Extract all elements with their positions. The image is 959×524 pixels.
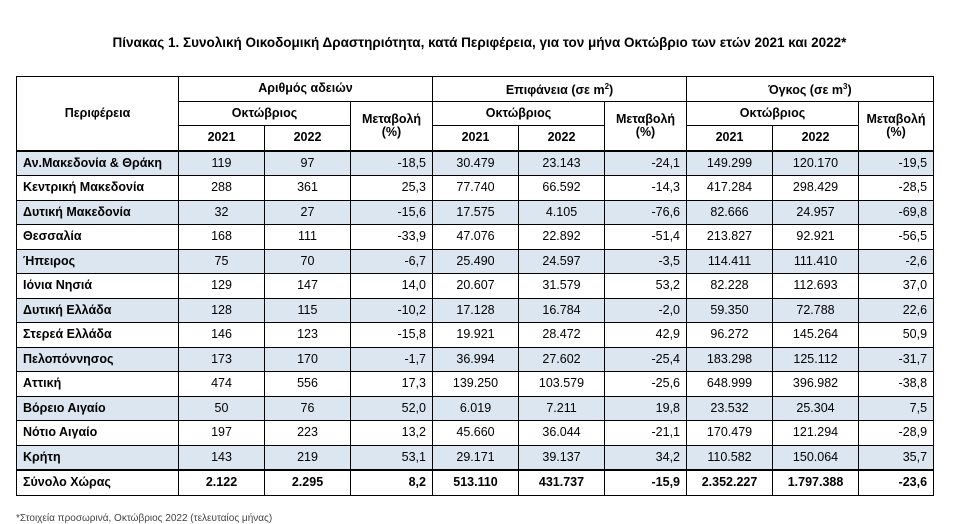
footnote: *Στοιχεία προσωρινά, Οκτώβριος 2022 (τελευταίος μήνας) xyxy=(16,513,273,524)
area-change-cell: 19,8 xyxy=(605,396,687,421)
region-cell: Αττική xyxy=(17,372,179,397)
table-header xyxy=(17,77,934,151)
permits-2021-cell: 143 xyxy=(179,445,265,470)
permits-2022-cell: 76 xyxy=(265,396,351,421)
permits-2021-cell: 146 xyxy=(179,323,265,348)
volume-2022-cell: 150.064 xyxy=(773,445,859,470)
area-2021-cell: 47.076 xyxy=(433,225,519,250)
permits-2021-header: 2021 xyxy=(179,126,265,151)
table-row xyxy=(17,225,934,250)
volume-header: Όγκος (σε $m^3$) xyxy=(687,77,934,102)
permits-change-cell: 14,0 xyxy=(351,274,433,299)
region-cell: Θεσσαλία xyxy=(17,225,179,250)
table-row xyxy=(17,151,934,176)
volume-change-cell: 50,9 xyxy=(859,323,934,348)
table-row xyxy=(17,298,934,323)
area-2022-cell: 22.892 xyxy=(519,225,605,250)
permits-change-header: Μεταβολή (%) xyxy=(351,101,433,151)
volume-2022-cell: 396.982 xyxy=(773,372,859,397)
permits-2022-cell: 170 xyxy=(265,347,351,372)
table-row xyxy=(17,176,934,201)
region-cell: Βόρειο Αιγαίο xyxy=(17,396,179,421)
permits-month-header: Οκτώβριος xyxy=(179,101,351,126)
region-cell: Στερεά Ελλάδα xyxy=(17,323,179,348)
volume-change-cell: 22,6 xyxy=(859,298,934,323)
permits-2021-cell: 50 xyxy=(179,396,265,421)
area-change-cell: 53,2 xyxy=(605,274,687,299)
table-title: Πίνακας 1. Συνολική Οικοδομική Δραστηριότητα, κατά Περιφέρεια, για τον μήνα Οκτώβριο των ετών 2021 και 2022* xyxy=(112,35,847,50)
region-cell: Δυτική Ελλάδα xyxy=(17,298,179,323)
permits-2021-cell: 474 xyxy=(179,372,265,397)
permits-change-cell: 53,1 xyxy=(351,445,433,470)
permits-2022-cell: 219 xyxy=(265,445,351,470)
area-2022-cell: 7.211 xyxy=(519,396,605,421)
permits-2022-cell: 97 xyxy=(265,151,351,176)
permits-2022-cell: 111 xyxy=(265,225,351,250)
volume-change-cell: 35,7 xyxy=(859,445,934,470)
area-2021-cell: 30.479 xyxy=(433,151,519,176)
permits-2021-cell: 288 xyxy=(179,176,265,201)
volume-change-cell: -69,8 xyxy=(859,200,934,225)
region-cell: Αν.Μακεδονία & Θράκη xyxy=(17,151,179,176)
region-cell: Ιόνια Νησιά xyxy=(17,274,179,299)
permits-change-cell: -18,5 xyxy=(351,151,433,176)
volume-2022-cell: 1.797.388 xyxy=(773,470,859,495)
permits-2022-cell: 361 xyxy=(265,176,351,201)
region-cell: Πελοπόννησος xyxy=(17,347,179,372)
table-row xyxy=(17,372,934,397)
area-header: Επιφάνεια (σε $m^2$) xyxy=(433,77,687,102)
area-change-cell: -2,0 xyxy=(605,298,687,323)
area-2021-cell: 20.607 xyxy=(433,274,519,299)
area-change-cell: -21,1 xyxy=(605,421,687,446)
area-month-header: Οκτώβριος xyxy=(433,101,605,126)
volume-change-cell: -23,6 xyxy=(859,470,934,495)
volume-2022-cell: 111.410 xyxy=(773,249,859,274)
area-change-cell: -14,3 xyxy=(605,176,687,201)
table-row xyxy=(17,421,934,446)
table-row xyxy=(17,470,934,495)
permits-2022-cell: 223 xyxy=(265,421,351,446)
volume-2022-cell: 125.112 xyxy=(773,347,859,372)
area-2021-cell: 45.660 xyxy=(433,421,519,446)
volume-change-cell: -28,5 xyxy=(859,176,934,201)
area-2022-cell: 4.105 xyxy=(519,200,605,225)
area-2021-cell: 17.128 xyxy=(433,298,519,323)
area-change-cell: 42,9 xyxy=(605,323,687,348)
area-2021-cell: 17.575 xyxy=(433,200,519,225)
permits-change-cell: -6,7 xyxy=(351,249,433,274)
volume-2021-cell: 82.666 xyxy=(687,200,773,225)
region-cell: Κρήτη xyxy=(17,445,179,470)
permits-2021-cell: 129 xyxy=(179,274,265,299)
permits-2021-cell: 2.122 xyxy=(179,470,265,495)
volume-2022-cell: 121.294 xyxy=(773,421,859,446)
volume-2022-cell: 145.264 xyxy=(773,323,859,348)
area-2022-cell: 23.143 xyxy=(519,151,605,176)
permits-2022-cell: 556 xyxy=(265,372,351,397)
area-2022-cell: 24.597 xyxy=(519,249,605,274)
permits-change-cell: 17,3 xyxy=(351,372,433,397)
area-2022-cell: 31.579 xyxy=(519,274,605,299)
volume-2021-cell: 23.532 xyxy=(687,396,773,421)
permits-2021-cell: 32 xyxy=(179,200,265,225)
area-2021-cell: 19.921 xyxy=(433,323,519,348)
volume-change-cell: 7,5 xyxy=(859,396,934,421)
permits-change-cell: 13,2 xyxy=(351,421,433,446)
permits-change-cell: -10,2 xyxy=(351,298,433,323)
volume-2022-cell: 72.788 xyxy=(773,298,859,323)
permits-header: Αριθμός αδειών xyxy=(179,77,433,102)
region-header: Περιφέρεια xyxy=(17,77,179,151)
permits-2022-header: 2022 xyxy=(265,126,351,151)
area-change-cell: 34,2 xyxy=(605,445,687,470)
volume-2021-cell: 149.299 xyxy=(687,151,773,176)
area-2021-cell: 513.110 xyxy=(433,470,519,495)
volume-2021-cell: 96.272 xyxy=(687,323,773,348)
area-change-cell: -3,5 xyxy=(605,249,687,274)
table-row xyxy=(17,200,934,225)
area-change-cell: -51,4 xyxy=(605,225,687,250)
volume-2022-cell: 25.304 xyxy=(773,396,859,421)
region-cell: Σύνολο Χώρας xyxy=(17,470,179,495)
table-row xyxy=(17,274,934,299)
volume-month-header: Οκτώβριος xyxy=(687,101,859,126)
area-change-cell: -76,6 xyxy=(605,200,687,225)
area-2021-header: 2021 xyxy=(433,126,519,151)
volume-change-cell: 37,0 xyxy=(859,274,934,299)
region-cell: Νότιο Αιγαίο xyxy=(17,421,179,446)
permits-change-cell: 52,0 xyxy=(351,396,433,421)
area-2022-header: 2022 xyxy=(519,126,605,151)
area-change-header: Μεταβολή (%) xyxy=(605,101,687,151)
permits-2021-cell: 168 xyxy=(179,225,265,250)
volume-2021-cell: 114.411 xyxy=(687,249,773,274)
volume-2021-cell: 183.298 xyxy=(687,347,773,372)
volume-2022-cell: 112.693 xyxy=(773,274,859,299)
volume-2022-cell: 24.957 xyxy=(773,200,859,225)
permits-2022-cell: 123 xyxy=(265,323,351,348)
volume-change-cell: -2,6 xyxy=(859,249,934,274)
permits-2021-cell: 119 xyxy=(179,151,265,176)
permits-2022-cell: 2.295 xyxy=(265,470,351,495)
area-2022-cell: 39.137 xyxy=(519,445,605,470)
volume-2022-cell: 120.170 xyxy=(773,151,859,176)
permits-2021-cell: 75 xyxy=(179,249,265,274)
volume-2021-cell: 648.999 xyxy=(687,372,773,397)
table-row xyxy=(17,249,934,274)
table-body xyxy=(17,151,934,496)
region-cell: Ήπειρος xyxy=(17,249,179,274)
region-cell: Δυτική Μακεδονία xyxy=(17,200,179,225)
permits-2021-cell: 197 xyxy=(179,421,265,446)
area-2022-cell: 103.579 xyxy=(519,372,605,397)
volume-change-cell: -28,9 xyxy=(859,421,934,446)
area-change-cell: -25,4 xyxy=(605,347,687,372)
volume-change-cell: -38,8 xyxy=(859,372,934,397)
table-row xyxy=(17,323,934,348)
volume-2021-cell: 110.582 xyxy=(687,445,773,470)
permits-2022-cell: 70 xyxy=(265,249,351,274)
permits-change-cell: -33,9 xyxy=(351,225,433,250)
area-2021-cell: 36.994 xyxy=(433,347,519,372)
volume-2022-cell: 298.429 xyxy=(773,176,859,201)
table-row xyxy=(17,396,934,421)
permits-change-cell: -1,7 xyxy=(351,347,433,372)
area-2021-cell: 29.171 xyxy=(433,445,519,470)
permits-change-cell: -15,8 xyxy=(351,323,433,348)
volume-2022-cell: 92.921 xyxy=(773,225,859,250)
permits-2021-cell: 173 xyxy=(179,347,265,372)
area-2022-cell: 66.592 xyxy=(519,176,605,201)
volume-change-cell: -19,5 xyxy=(859,151,934,176)
volume-2021-cell: 59.350 xyxy=(687,298,773,323)
volume-2021-cell: 82.228 xyxy=(687,274,773,299)
area-change-cell: -25,6 xyxy=(605,372,687,397)
area-2021-cell: 139.250 xyxy=(433,372,519,397)
permits-change-cell: -15,6 xyxy=(351,200,433,225)
area-2022-cell: 431.737 xyxy=(519,470,605,495)
table-row xyxy=(17,445,934,470)
area-2022-cell: 16.784 xyxy=(519,298,605,323)
volume-change-header: Μεταβολή (%) xyxy=(859,101,934,151)
area-2022-cell: 27.602 xyxy=(519,347,605,372)
area-2021-cell: 6.019 xyxy=(433,396,519,421)
region-cell: Κεντρική Μακεδονία xyxy=(17,176,179,201)
area-change-cell: -15,9 xyxy=(605,470,687,495)
permits-change-cell: 25,3 xyxy=(351,176,433,201)
permits-change-cell: 8,2 xyxy=(351,470,433,495)
area-2022-cell: 36.044 xyxy=(519,421,605,446)
volume-2021-cell: 417.284 xyxy=(687,176,773,201)
volume-2021-cell: 213.827 xyxy=(687,225,773,250)
area-change-cell: -24,1 xyxy=(605,151,687,176)
volume-change-cell: -31,7 xyxy=(859,347,934,372)
volume-2021-header: 2021 xyxy=(687,126,773,151)
volume-2021-cell: 2.352.227 xyxy=(687,470,773,495)
permits-2022-cell: 147 xyxy=(265,274,351,299)
regional-activity-table xyxy=(16,76,934,496)
permits-2022-cell: 115 xyxy=(265,298,351,323)
volume-2021-cell: 170.479 xyxy=(687,421,773,446)
table-row xyxy=(17,347,934,372)
area-2022-cell: 28.472 xyxy=(519,323,605,348)
area-2021-cell: 77.740 xyxy=(433,176,519,201)
volume-2022-header: 2022 xyxy=(773,126,859,151)
area-2021-cell: 25.490 xyxy=(433,249,519,274)
permits-2022-cell: 27 xyxy=(265,200,351,225)
permits-2021-cell: 128 xyxy=(179,298,265,323)
volume-change-cell: -56,5 xyxy=(859,225,934,250)
